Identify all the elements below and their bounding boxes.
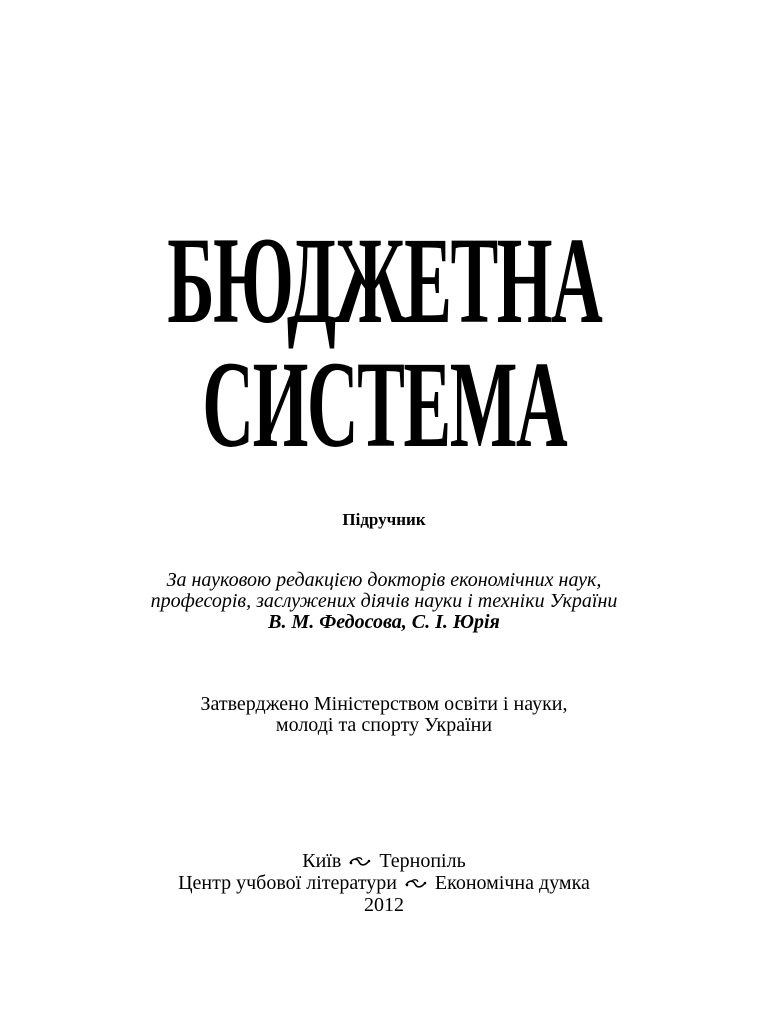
imprint-cities — [0, 850, 768, 872]
imprint-publishers — [0, 872, 768, 894]
editor-names: В. М. Федосова, С. І. Юрія — [268, 611, 500, 633]
fleuron-icon — [405, 878, 427, 890]
approval-line-1: Затверджено Міністерством освіти і науки, — [200, 693, 568, 715]
fleuron-icon — [349, 856, 371, 868]
city-kyiv: Київ — [302, 850, 342, 872]
book-title — [100, 211, 668, 473]
book-type-subtitle: Підручник — [342, 510, 426, 529]
editors-line-1: За науковою редакцією докторів економічних наук, — [166, 569, 602, 591]
approval-line-2: молоді та спорту України — [275, 714, 493, 736]
imprint-block — [0, 850, 768, 916]
title-line-2: СИСТЕМА — [202, 335, 566, 473]
publisher-1: Центр учбової літератури — [178, 872, 397, 894]
editors-line-2: професорів, заслужених діячів науки і техніки України — [150, 590, 618, 612]
editors-block — [0, 570, 768, 633]
city-ternopil: Тернопіль — [379, 850, 466, 872]
title-line-1: БЮДЖЕТНА — [166, 211, 602, 349]
publication-year: 2012 — [364, 894, 404, 916]
approval-block — [0, 694, 768, 736]
publisher-2: Економічна думка — [434, 872, 590, 894]
